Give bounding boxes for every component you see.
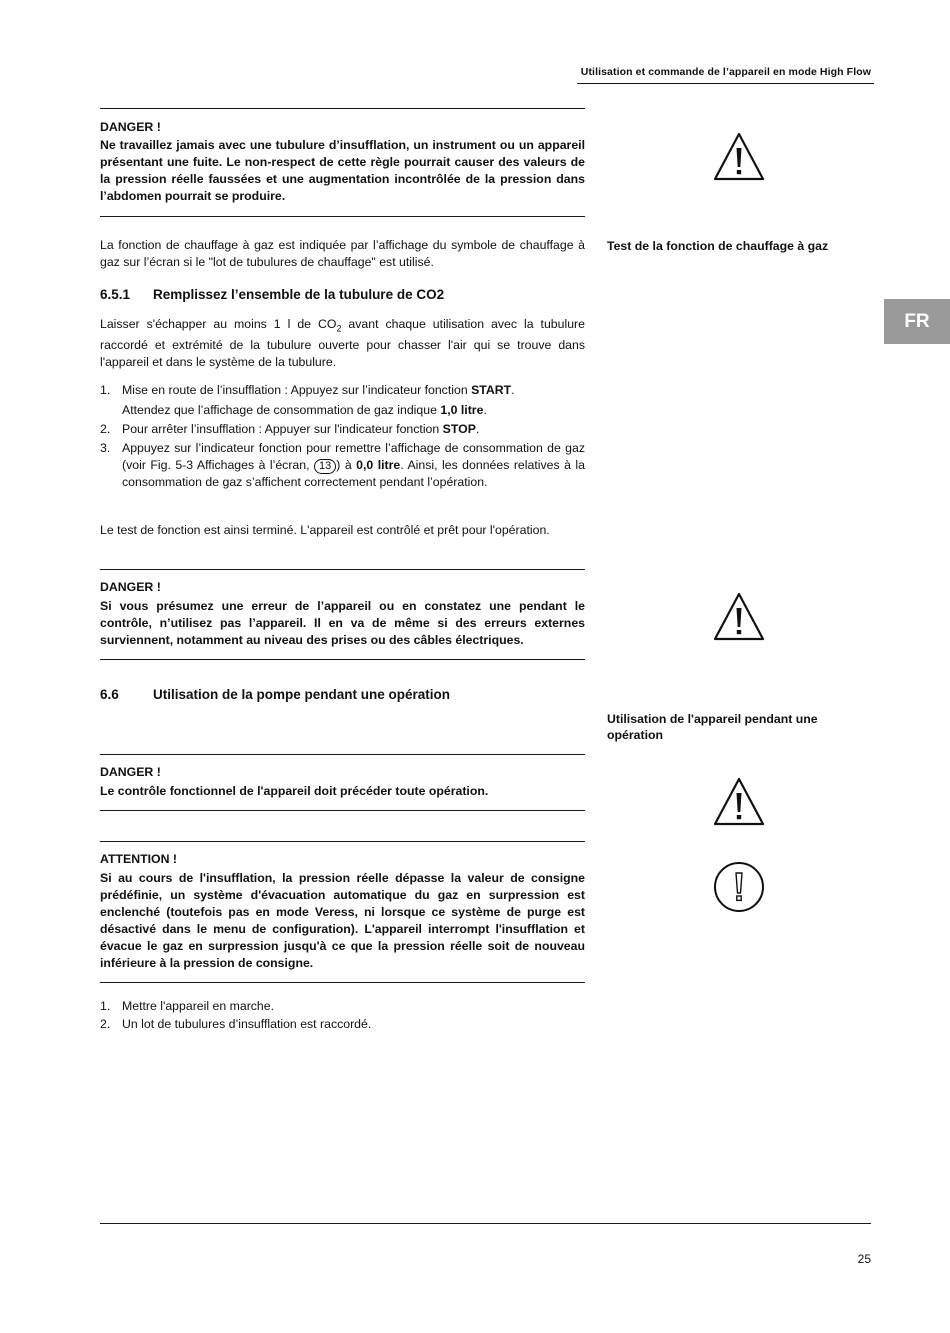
running-header: Utilisation et commande de l’appareil en mode High Flow	[580, 66, 871, 78]
step-keyword: START	[471, 383, 512, 397]
danger1-bottom-rule	[100, 216, 585, 217]
step-keyword: 1,0 litre	[440, 403, 484, 417]
page-number: 25	[857, 1252, 871, 1266]
section-66-heading	[100, 687, 450, 702]
section-651-number: 6.5.1	[100, 287, 131, 302]
danger1-title: DANGER !	[100, 120, 161, 134]
list-number: 2.	[100, 422, 111, 436]
danger3-top-rule	[100, 754, 585, 755]
warning-triangle-icon	[712, 591, 766, 643]
warning-triangle-icon	[712, 776, 766, 828]
danger3-text: Le contrôle fonctionnel de l'appareil doit précéder toute opération.	[100, 784, 489, 798]
list-item-power-on	[100, 998, 585, 1015]
circled-reference-number: 13	[314, 459, 336, 474]
language-tab: FR	[884, 299, 950, 344]
step-keyword: STOP	[442, 422, 476, 436]
danger2-top-rule	[100, 569, 585, 570]
danger1-text: Ne travaillez jamais avec une tubulure d’insufflation, un instrument ou un appareil présentant une fuite. Le non-respect de cette règle pourrait causer des valeurs de la pression réelle faussées et une augmentation incontrôlée de la pression dans l’abdomen pourrait se produire.	[100, 138, 585, 203]
step-text-end: . Ainsi, les données relatives à la consommation de gaz s’affichent correctement pendant l’opération.	[122, 458, 585, 489]
header-rule	[577, 83, 874, 84]
danger3-title: DANGER !	[100, 765, 161, 779]
step-text-end: .	[475, 422, 480, 436]
step-text: Attendez que l’affichage de consommation de gaz indique	[122, 403, 441, 417]
step-text: Pour arrêter l’insufflation : Appuyer sur l'indicateur fonction	[122, 422, 443, 436]
list-number: 3.	[100, 441, 111, 455]
step-text-mid: ) à	[336, 458, 357, 472]
attention-circle-icon	[713, 861, 765, 913]
danger2-bottom-rule	[100, 659, 585, 660]
side-heading-operation: Utilisation de l'appareil pendant une opération	[607, 712, 818, 742]
step-text-end: .	[511, 383, 515, 397]
list-number: 2.	[100, 1017, 111, 1031]
danger2-title: DANGER !	[100, 580, 161, 594]
list-number: 1.	[100, 383, 111, 397]
list-item-tubing-connected	[100, 1016, 585, 1033]
attention-bottom-rule	[100, 982, 585, 983]
co2-subscript: 2	[336, 323, 342, 334]
side-heading-heating-test: Test de la fonction de chauffage à gaz	[607, 239, 829, 253]
list-item-step1	[100, 382, 585, 399]
list-item-step3	[100, 440, 585, 491]
co2-text-after: avant chaque utilisation avec la tubulure raccordé et extrémité de la tubulure ouverte pour chasser l'air qui se trouve dans l'appareil et dans le système de la tubulure.	[100, 317, 585, 370]
attention-title: ATTENTION !	[100, 852, 177, 866]
list-item-step2	[100, 421, 585, 438]
step-keyword: 0,0 litre	[356, 458, 401, 472]
warning-triangle-icon	[712, 131, 766, 183]
co2-text-before: Laisser s'échapper au moins 1 l de CO	[100, 317, 337, 331]
list-number: 1.	[100, 999, 111, 1013]
intro-paragraph: La fonction de chauffage à gaz est indiquée par l’affichage du symbole de chauffage à gaz sur l’écran si le "lot de tubulures de chauffage" est utilisé.	[100, 238, 585, 269]
section-651-title: Remplissez l’ensemble de la tubulure de CO2	[153, 287, 445, 302]
co2-paragraph	[100, 316, 585, 371]
section-66-number: 6.6	[100, 687, 119, 702]
step-text: Mettre l'appareil en marche.	[122, 999, 275, 1013]
footer-rule	[100, 1223, 871, 1224]
list-item-step1-wait	[122, 402, 585, 419]
danger2-text: Si vous présumez une erreur de l’appareil ou en constatez une pendant le contrôle, n’utilisez pas l’appareil. Il en va de même si des erreurs externes surviennent, notamment au niveau des prises ou des câbles électriques.	[100, 599, 585, 647]
danger1-top-rule	[100, 108, 585, 109]
attention-text: Si au cours de l'insufflation, la pression réelle dépasse la valeur de consigne prédéfinie, un système d'évacuation automatique du gaz en surpression est enclenché (toutefois pas en mode Veress, ni lorsque ce système de purge est désactivé dans le menu de configuration). L'appareil interrompt l'insufflation et évacue le gaz en surpression jusqu'à ce que la pression réelle soit de nouveau inférieure à la pression de consigne.	[100, 871, 585, 970]
section-651-heading	[100, 287, 444, 302]
section-66-title: Utilisation de la pompe pendant une opération	[153, 687, 451, 702]
step-text-end: .	[483, 403, 487, 417]
test-complete-paragraph: Le test de fonction est ainsi terminé. L'appareil est contrôlé et prêt pour l'opération.	[100, 523, 550, 537]
step-text: Un lot de tubulures d’insufflation est raccordé.	[122, 1017, 372, 1031]
attention-top-rule	[100, 841, 585, 842]
step-text: Appuyez sur l’indicateur fonction pour remettre l’affichage de consommation de gaz (voir Fig. 5-3 Affichages à l’écran,	[122, 441, 585, 472]
danger3-bottom-rule	[100, 810, 585, 811]
step-text: Mise en route de l’insufflation : Appuyez sur l’indicateur fonction	[122, 383, 472, 397]
